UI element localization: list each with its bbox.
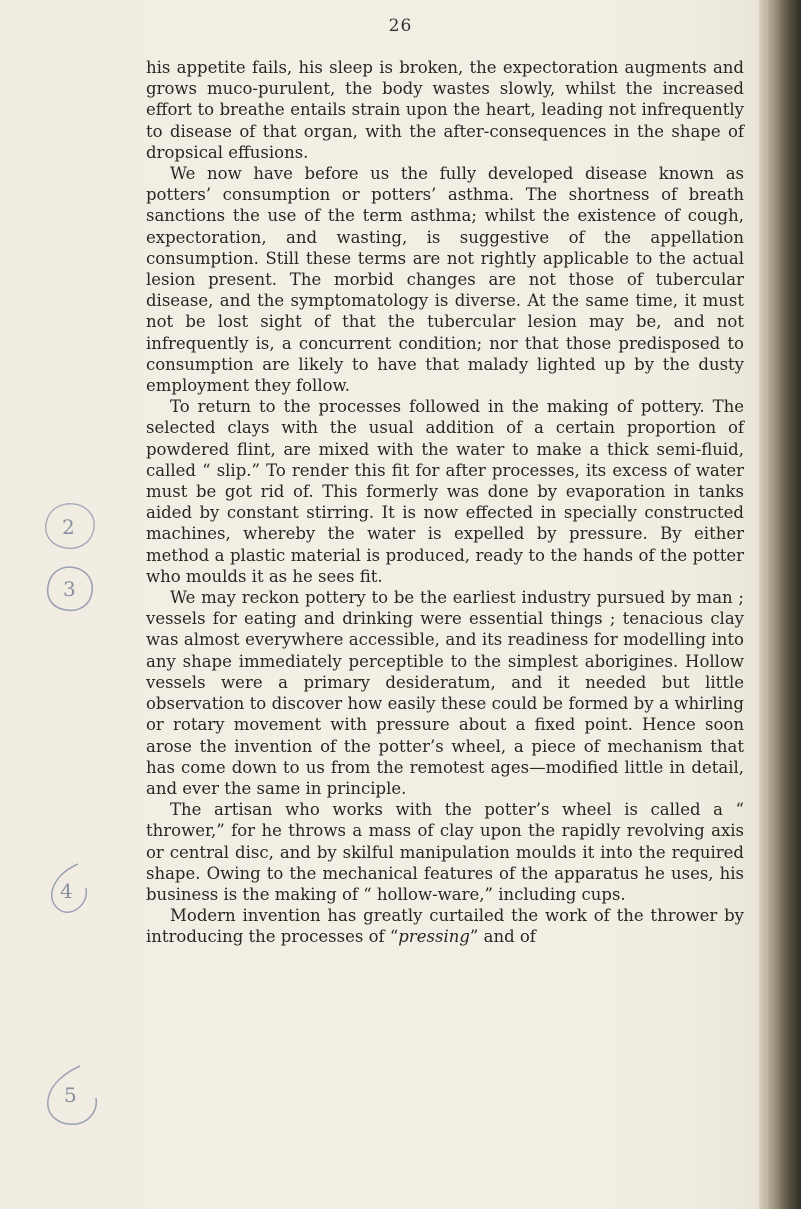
page-number: 26: [388, 16, 413, 36]
circled-number-icon: [40, 500, 102, 552]
margin-number: 5: [64, 1083, 77, 1107]
margin-annotation-2: [40, 500, 102, 552]
paragraph-6-emphasis: pressing: [398, 927, 470, 947]
circled-number-icon: [40, 564, 102, 616]
paragraph-6-text-after: ” and of: [469, 927, 536, 947]
circled-number-icon: [40, 1062, 110, 1130]
paragraph-6: [146, 905, 744, 947]
paragraph-3: To return to the processes followed in the making of pottery. The selected clays with the usual addition of a certain proportion of powdered flint, are mixed with the water to make a thick semi-fluid, called “ slip.” To render this fit for after processes, its excess of water must be got rid of. This formerly was done by evaporation in tanks aided by constant stirring. It is now effected in specially constructed machines, whereby the water is expelled by pressure. By either method a plastic material is produced, ready to the hands of the potter who moulds it as he sees fit.: [146, 397, 744, 586]
margin-number: 2: [62, 515, 75, 539]
circled-number-icon: [40, 860, 102, 920]
margin-annotation-4: [40, 860, 102, 920]
paragraph-2: We now have before us the fully developed disease known as potters’ consumption or potters’ asthma. The shortness of breath sanctions the use of the term asthma; whilst the existence of cough, expectoration, and wasting, is suggestive of the appellation consumption. Still these terms are not rightly applicable to the actual lesion present. The morbid changes are not those of tubercular disease, and the symptomatology is diverse. At the same time, it must not be lost sight of that the tubercular lesion may be, and not infrequently is, a concurrent condition; nor that those predisposed to consumption are likely to have that malady lighted up by the dusty employment they follow.: [146, 164, 744, 396]
margin-number: 3: [63, 577, 76, 601]
paragraph-6-text-before: Modern invention has greatly curtailed the work of the thrower by introducing the processes of “: [146, 906, 744, 947]
paragraph-4: We may reckon pottery to be the earliest industry pursued by man ; vessels for eating and drinking were essential things ; tenacious clay was almost everywhere accessible, and its readiness for modelling into any shape immediately perceptible to the simplest aborigines. Hollow vessels were a primary desideratum, and it needed but little observation to discover how easily these could be formed by a whirling or rotary movement with pressure about a fixed point. Hence soon arose the invention of the potter’s wheel, a piece of mechanism that has come down to us from the remotest ages—modified little in detail, and ever the same in principle.: [146, 588, 744, 798]
body-text: [146, 57, 744, 948]
page-binding-edge: [759, 0, 801, 1209]
margin-number: 4: [60, 879, 73, 903]
margin-annotation-3: [40, 564, 102, 616]
paragraph-1: his appetite fails, his sleep is broken, the expectoration augments and grows muco-purulent, the body wastes slowly, whilst the increased effort to breathe entails strain upon the heart, leading not infrequently to disease of that organ, with the after-consequences in the shape of dropsical effusions.: [146, 58, 744, 162]
margin-annotation-5: [40, 1062, 102, 1130]
paragraph-5: The artisan who works with the potter’s wheel is called a “ thrower,” for he throws a mass of clay upon the rapidly revolving axis or central disc, and by skilful manipulation moulds it into the required shape. Owing to the mechanical features of the apparatus he uses, his business is the making of “ hollow-ware,” including cups.: [146, 800, 744, 904]
